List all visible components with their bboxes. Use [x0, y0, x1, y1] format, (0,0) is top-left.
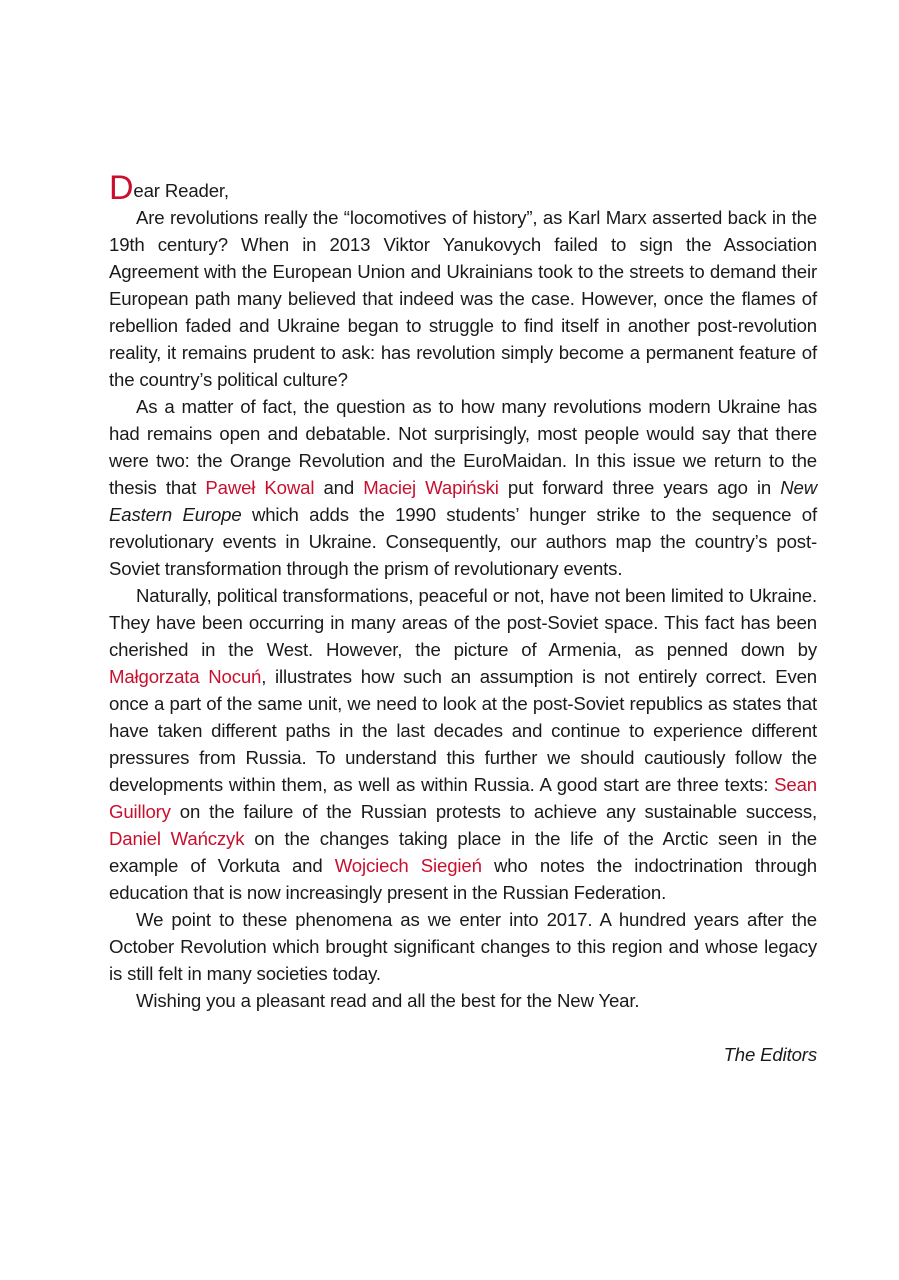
- paragraph-3-text-4: on the changes taking place in the life of the Arctic seen in the example of Vorkuta and: [109, 828, 817, 876]
- paragraph-1: Are revolutions really the “locomotives of history”, as Karl Marx asserted back in the 19th century? When in 2013 Viktor Yanukovych failed to sign the Association Agreement with the European Union and Ukrainians took to the streets to demand their European path many believed that indeed was the case. However, once the flames of rebellion faded and Ukraine began to struggle to find itself in another post-revolution reality, it remains prudent to ask: has revolution simply become a permanent feature of the country’s political culture?: [109, 207, 817, 390]
- drop-cap: D: [109, 169, 134, 207]
- paragraph-2-text-3: put forward three years ago in: [498, 477, 781, 498]
- editorial-letter: [109, 169, 818, 1068]
- salutation-text: ear Reader,: [133, 180, 229, 201]
- author-name-malgorzata-nocun: Małgorzata Nocuń: [109, 666, 262, 687]
- paragraph-4: We point to these phenomena as we enter into 2017. A hundred years after the October Revolution which brought significant changes to this region and whose legacy is still felt in many societies today.: [109, 909, 817, 984]
- author-name-wojciech-siegien: Wojciech Siegień: [334, 855, 482, 876]
- paragraph-3-text-5: who notes the indoctrination through education that is now increasingly present in the Russian Federation.: [109, 855, 818, 903]
- author-name-maciej-wapinski: Maciej Wapiński: [363, 477, 499, 498]
- salutation: [109, 169, 817, 207]
- paragraph-2-text-2: and: [314, 477, 364, 498]
- paragraph-5: Wishing you a pleasant read and all the best for the New Year.: [136, 990, 640, 1011]
- author-name-daniel-wanczyk: Daniel Wańczyk: [109, 828, 245, 849]
- paragraph-3-text-2: , illustrates how such an assumption is not entirely correct. Even once a part of the same unit, we need to look at the post-Soviet republics as states that have taken different paths in the last decades and continue to experience different pressures from Russia. To understand this further we should cautiously follow the developments within them, as well as within Russia. A good start are three texts:: [109, 666, 817, 795]
- paragraph-2-text-1: As a matter of fact, the question as to how many revolutions modern Ukraine has had remains open and debatable. Not surprisingly, most people would say that there were two: the Orange Revolution and the EuroMaidan. In this issue we return to the thesis that: [109, 396, 817, 498]
- author-name-pawel-kowal: Paweł Kowal: [205, 477, 315, 498]
- paragraph-2-text-4: which adds the 1990 students’ hunger strike to the sequence of revolutionary events in Ukraine. Consequently, our authors map the country’s post-Soviet transformation through the prism of revolutionary events.: [109, 504, 817, 579]
- signature: The Editors: [723, 1044, 817, 1065]
- paragraph-3-text-1: Naturally, political transformations, peaceful or not, have not been limited to Ukraine. They have been occurring in many areas of the post-Soviet space. This fact has been cherished in the West. However, the picture of Armenia, as penned down by: [109, 585, 817, 660]
- journal-title: New Eastern Europe: [109, 477, 817, 525]
- paragraph-3: [109, 582, 817, 906]
- author-name-sean-guillory: Sean Guillory: [109, 774, 817, 822]
- paragraph-3-text-3: on the failure of the Russian protests to achieve any sustainable success,: [170, 801, 817, 822]
- paragraph-2: [109, 393, 817, 582]
